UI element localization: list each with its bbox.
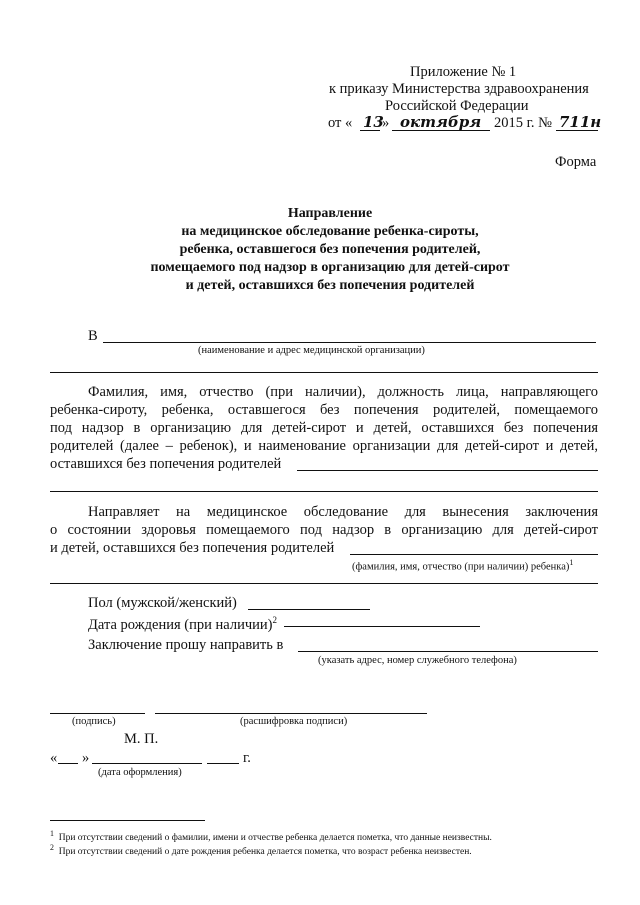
date-close-quote: » <box>82 750 90 766</box>
para2-line: Направляет на медицинское обследование для вынесения заключения <box>88 504 598 520</box>
day-underline <box>360 130 380 131</box>
send-to-label: Заключение прошу направить в <box>88 637 284 653</box>
para2-line: и детей, оставшихся без попечения родителей <box>50 540 335 556</box>
sex-field[interactable] <box>248 609 370 610</box>
sex-label: Пол (мужской/женский) <box>88 595 237 611</box>
order-day: 13 <box>363 113 384 131</box>
to-prefix: В <box>88 328 98 344</box>
footnote-ref-2: 2 <box>272 615 277 625</box>
order-reference: к приказу Министерства здравоохранения <box>329 81 589 97</box>
signature-decode-line[interactable] <box>155 713 427 714</box>
federation-label: Российской Федерации <box>385 98 529 114</box>
footnote <box>50 842 472 858</box>
birth-label-text: Дата рождения (при наличии) <box>88 616 273 633</box>
footnote-ref-1: 1 <box>569 558 574 567</box>
date-prefix: от « <box>328 115 353 131</box>
para2-line: о состоянии здоровья помещаемого под надзор в организацию для детей-сирот <box>50 522 598 538</box>
para1-line: родителей (далее – ребенок), и наименование организации для детей-сирот и детей, <box>50 438 598 454</box>
form-label: Форма <box>555 154 597 170</box>
title-line: помещаемого под надзор в организацию для детей-сирот <box>150 260 510 275</box>
title-line: на медицинское обследование ребенка-сироты, <box>181 224 479 239</box>
child-name-caption <box>352 557 573 574</box>
child-name-caption-text: (фамилия, имя, отчество (при наличии) ребенка) <box>352 561 570 573</box>
footnote-text: При отсутствии сведений о фамилии, имени и отчестве ребенка делается пометка, что данные неизвестны. <box>58 833 492 844</box>
footnote-mark: 1 <box>50 829 54 838</box>
issue-day-field[interactable] <box>58 763 78 764</box>
number-underline <box>556 130 598 131</box>
document-title <box>60 205 600 295</box>
signature-caption: (подпись) <box>72 716 116 727</box>
order-month: октября <box>400 113 482 131</box>
medical-org-line[interactable] <box>103 342 596 343</box>
signature-decode-caption: (расшифровка подписи) <box>240 716 348 727</box>
referrer-line[interactable] <box>297 470 598 471</box>
issue-year-field[interactable] <box>207 763 239 764</box>
send-to-caption: (указать адрес, номер служебного телефона) <box>318 655 517 666</box>
birth-field[interactable] <box>284 626 480 627</box>
date-mid: » <box>382 115 390 131</box>
footnote-separator <box>50 820 205 821</box>
footnote-text: При отсутствии сведений о дате рождения ребенка делается пометка, что возраст ребенка неизвестен. <box>58 847 472 858</box>
title-line: Направление <box>287 206 373 221</box>
title-line: ребенка, оставшегося без попечения родителей, <box>179 242 481 257</box>
medical-org-line-2[interactable] <box>50 372 598 373</box>
signature-line[interactable] <box>50 713 145 714</box>
year-suffix: г. <box>243 750 251 766</box>
birth-label <box>88 611 277 634</box>
appendix-label: Приложение № 1 <box>410 64 517 80</box>
month-underline <box>392 130 490 131</box>
issue-month-field[interactable] <box>92 763 202 764</box>
para1-line: оставшихся без попечения родителей <box>50 456 282 472</box>
para1-line: Фамилия, имя, отчество (при наличии), должность лица, направляющего <box>88 384 598 400</box>
child-name-line-2[interactable] <box>50 583 598 584</box>
medical-org-caption: (наименование и адрес медицинской организации) <box>198 345 425 356</box>
date-open-quote: « <box>50 750 58 766</box>
date-caption: (дата оформления) <box>98 767 182 778</box>
order-number: 711н <box>559 113 602 131</box>
referrer-line-2[interactable] <box>50 491 598 492</box>
para1-line: под надзор в организацию для детей-сирот и детей, оставшихся без попечения <box>50 420 598 436</box>
title-line: и детей, оставшихся без попечения родителей <box>185 278 475 293</box>
para1-line: ребенка-сироту, ребенка, оставшегося без попечения родителей, помещаемого <box>50 402 598 418</box>
date-year: 2015 г. № <box>494 115 553 131</box>
footnote-mark: 2 <box>50 843 54 852</box>
send-to-field[interactable] <box>298 651 598 652</box>
stamp-label: М. П. <box>124 731 159 747</box>
child-name-line[interactable] <box>350 554 598 555</box>
